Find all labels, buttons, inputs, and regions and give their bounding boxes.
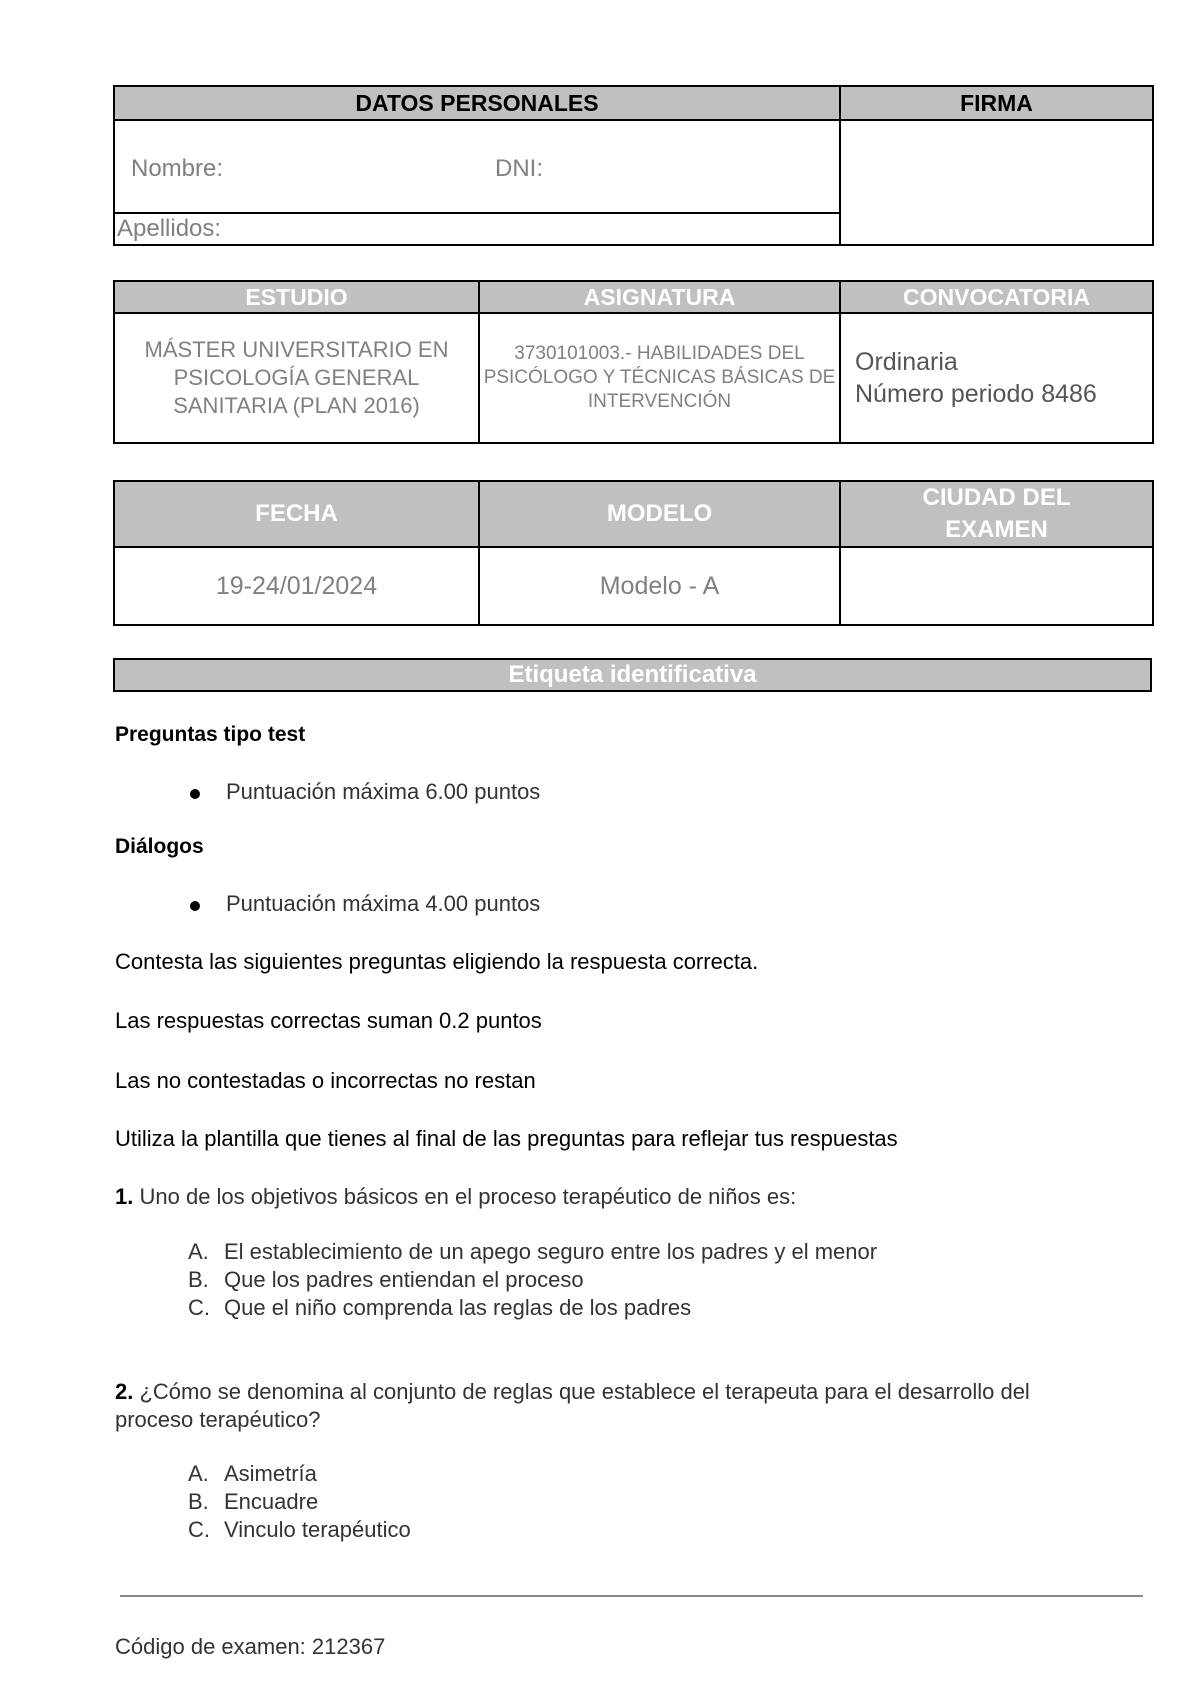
modelo-header: MODELO: [479, 481, 840, 547]
instruction-line: Contesta las siguientes preguntas eligiendo la respuesta correcta.: [115, 949, 759, 974]
apellidos-label: Apellidos:: [117, 215, 222, 242]
firma-box[interactable]: [840, 120, 1153, 245]
convocatoria-cell: [840, 313, 1153, 443]
question-2-continued: proceso terapéutico?: [115, 1407, 321, 1432]
apellidos-cell[interactable]: [114, 213, 840, 245]
test-points-list: [188, 779, 540, 805]
datos-personales-table: [113, 85, 1154, 246]
convocatoria-header: CONVOCATORIA: [840, 281, 1153, 313]
footer-divider: [120, 1595, 1143, 1597]
question-2-options: [188, 1460, 411, 1544]
ciudad-value[interactable]: [840, 547, 1153, 625]
question-1: [115, 1184, 796, 1210]
firma-header: FIRMA: [840, 86, 1153, 120]
nombre-label: Nombre:: [131, 155, 224, 182]
examen-table: [113, 480, 1154, 626]
question-text: ¿Cómo se denomina al conjunto de reglas que establece el terapeuta para el desarrollo del: [139, 1379, 1030, 1404]
option-c[interactable]: C. Que el niño comprenda las reglas de los padres: [188, 1295, 692, 1320]
option-b[interactable]: B. Que los padres entiendan el proceso: [188, 1267, 584, 1292]
question-number: 1.: [115, 1184, 134, 1209]
question-1-options: [188, 1238, 877, 1322]
test-section-title: Preguntas tipo test: [115, 723, 306, 746]
question-2: [115, 1379, 1030, 1405]
asignatura-header: ASIGNATURA: [479, 281, 840, 313]
estudio-header: ESTUDIO: [114, 281, 479, 313]
dni-label: DNI:: [495, 155, 543, 182]
ciudad-header: CIUDAD DEL EXAMEN: [840, 481, 1153, 547]
option-a[interactable]: A. Asimetría: [188, 1461, 317, 1486]
option-a[interactable]: A. El establecimiento de un apego seguro entre los padres y el menor: [188, 1239, 878, 1264]
dialogos-points-list: [188, 891, 540, 917]
etiqueta-bar: [113, 658, 1152, 692]
convocatoria-type: Ordinaria: [855, 348, 958, 376]
dialogos-points-item: Puntuación máxima 4.00 puntos: [188, 891, 540, 917]
nombre-dni-cell[interactable]: [114, 120, 840, 213]
question-text: Uno de los objetivos básicos en el proceso terapéutico de niños es:: [139, 1184, 797, 1209]
instruction-line: Utiliza la plantilla que tienes al final de las preguntas para reflejar tus respuestas: [115, 1126, 898, 1151]
asignatura-value: 3730101003.- HABILIDADES DEL PSICÓLOGO Y TÉCNICAS BÁSICAS DE INTERVENCIÓN: [479, 313, 840, 443]
exam-code: Código de examen: 212367: [115, 1634, 386, 1659]
dialogos-section-title: Diálogos: [115, 835, 204, 858]
etiqueta-label: Etiqueta identificativa: [508, 661, 757, 688]
instruction-line: Las no contestadas o incorrectas no restan: [115, 1068, 536, 1093]
estudio-table: [113, 280, 1154, 444]
convocatoria-periodo: Número periodo 8486: [855, 380, 1097, 408]
estudio-value: MÁSTER UNIVERSITARIO EN PSICOLOGÍA GENERAL SANITARIA (PLAN 2016): [114, 313, 479, 443]
fecha-value: 19-24/01/2024: [114, 547, 479, 625]
instruction-line: Las respuestas correctas suman 0.2 puntos: [115, 1008, 542, 1033]
option-b[interactable]: B. Encuadre: [188, 1489, 319, 1514]
datos-personales-header: DATOS PERSONALES: [114, 86, 840, 120]
test-points-item: Puntuación máxima 6.00 puntos: [188, 779, 540, 805]
fecha-header: FECHA: [114, 481, 479, 547]
question-number: 2.: [115, 1379, 134, 1404]
option-c[interactable]: C. Vinculo terapéutico: [188, 1517, 411, 1542]
modelo-value: Modelo - A: [479, 547, 840, 625]
